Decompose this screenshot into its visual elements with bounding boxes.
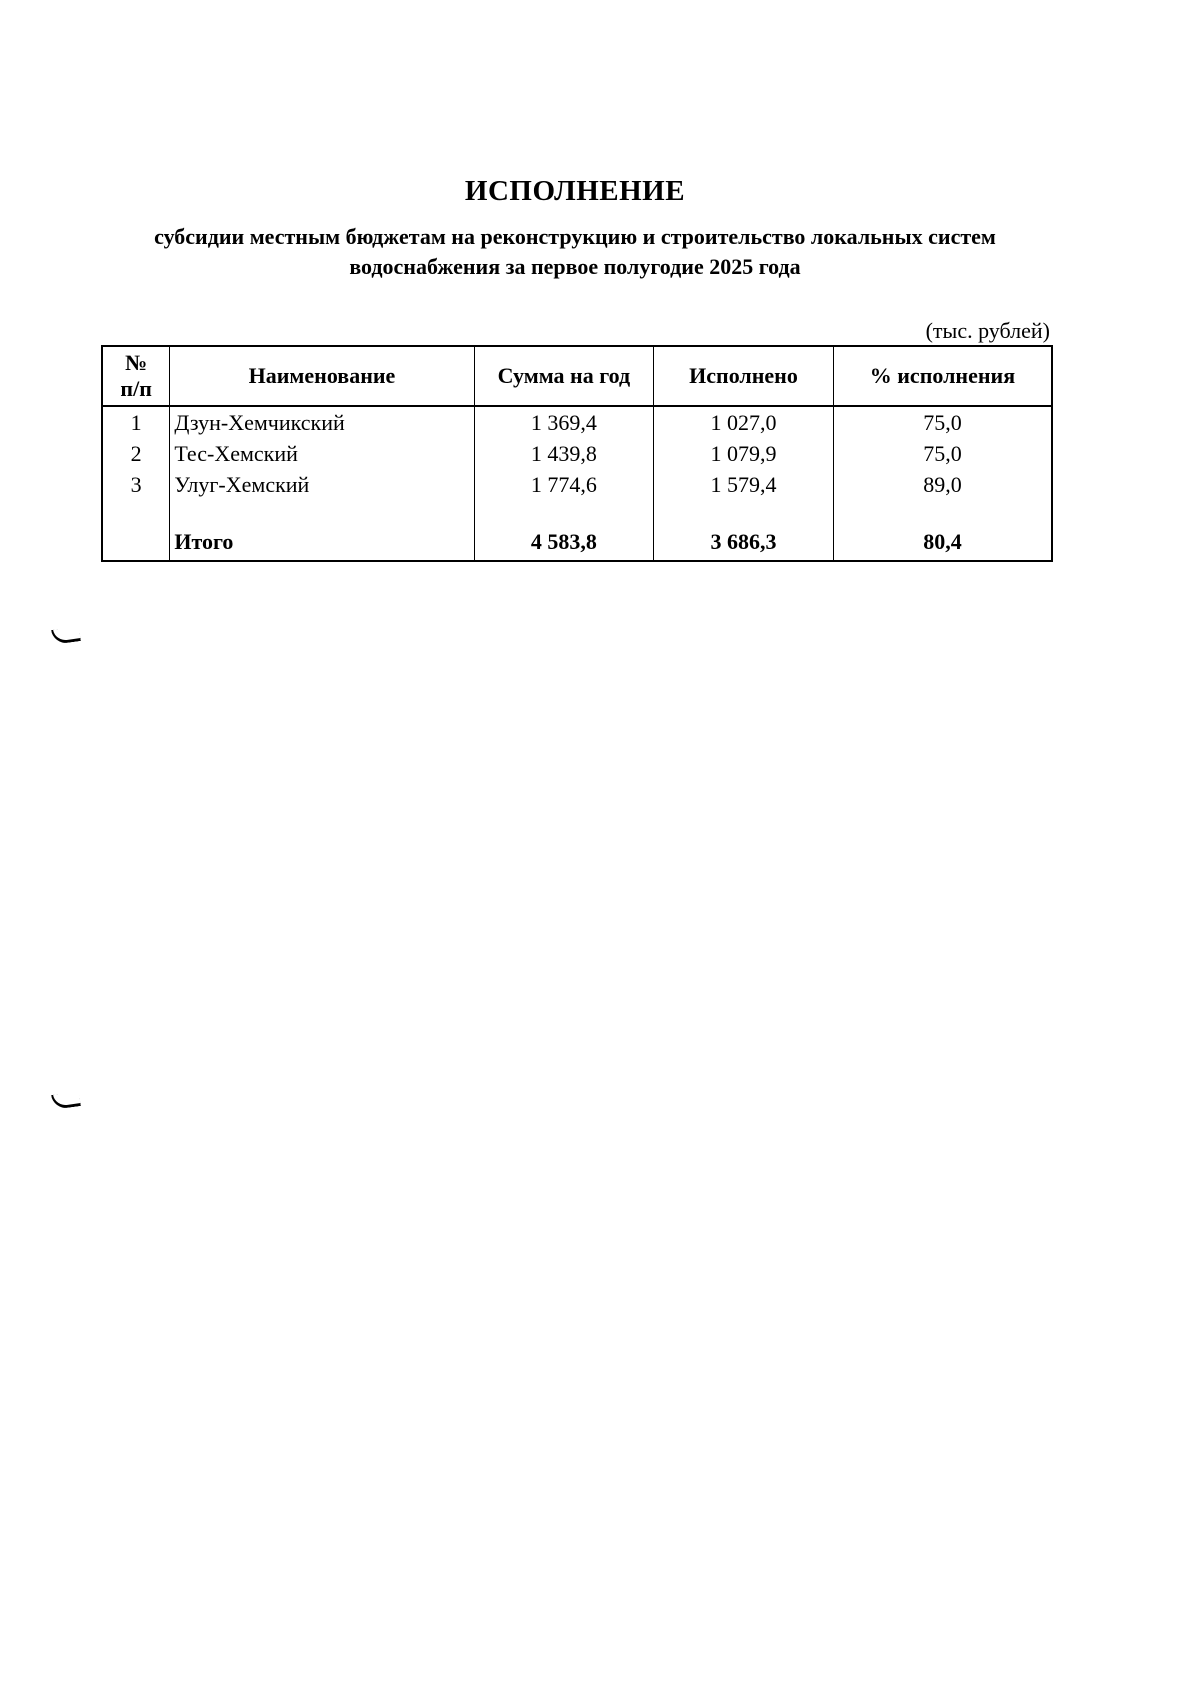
- binding-mark-icon: [51, 626, 81, 645]
- page-title: ИСПОЛНЕНИЕ: [464, 175, 686, 207]
- header-name: Наименование: [170, 346, 474, 406]
- header-executed: Исполнено: [654, 346, 834, 406]
- execution-table: [101, 345, 1053, 562]
- total-percent: 80,4: [833, 524, 1052, 561]
- subtitle-line-1: субсидии местным бюджетам на реконструкцию и строительство локальных систем: [154, 224, 996, 249]
- row-annual: 1 369,4: [474, 406, 654, 438]
- header-percent: % исполнения: [833, 346, 1052, 406]
- row-percent: 75,0: [833, 406, 1052, 438]
- row-num: 1: [102, 406, 170, 438]
- row-executed: 1 079,9: [654, 438, 834, 469]
- row-num: 2: [102, 438, 170, 469]
- units-label: (тыс. рублей): [925, 318, 1050, 343]
- header-num: [102, 346, 170, 406]
- row-annual: 1 774,6: [474, 469, 654, 500]
- header-num-line-2: п/п: [120, 376, 152, 401]
- total-label: Итого: [170, 524, 474, 561]
- table-row: [102, 469, 1052, 500]
- row-executed: 1 027,0: [654, 406, 834, 438]
- row-percent: 89,0: [833, 469, 1052, 500]
- row-percent: 75,0: [833, 438, 1052, 469]
- total-executed: 3 686,3: [654, 524, 834, 561]
- table-spacer-row: [102, 500, 1052, 524]
- binding-mark-icon: [51, 1091, 81, 1110]
- document-subtitle: [100, 222, 1050, 282]
- subtitle-line-2: водоснабжения за первое полугодие 2025 года: [349, 254, 801, 279]
- total-annual: 4 583,8: [474, 524, 654, 561]
- table-row: [102, 438, 1052, 469]
- table-row: [102, 406, 1052, 438]
- row-executed: 1 579,4: [654, 469, 834, 500]
- header-num-line-1: №: [125, 350, 148, 375]
- row-annual: 1 439,8: [474, 438, 654, 469]
- table-header-row: [102, 346, 1052, 406]
- row-name: Улуг-Хемский: [170, 469, 474, 500]
- row-num: 3: [102, 469, 170, 500]
- table-total-row: [102, 524, 1052, 561]
- header-annual: Сумма на год: [474, 346, 654, 406]
- row-name: Дзун-Хемчикский: [170, 406, 474, 438]
- row-name: Тес-Хемский: [170, 438, 474, 469]
